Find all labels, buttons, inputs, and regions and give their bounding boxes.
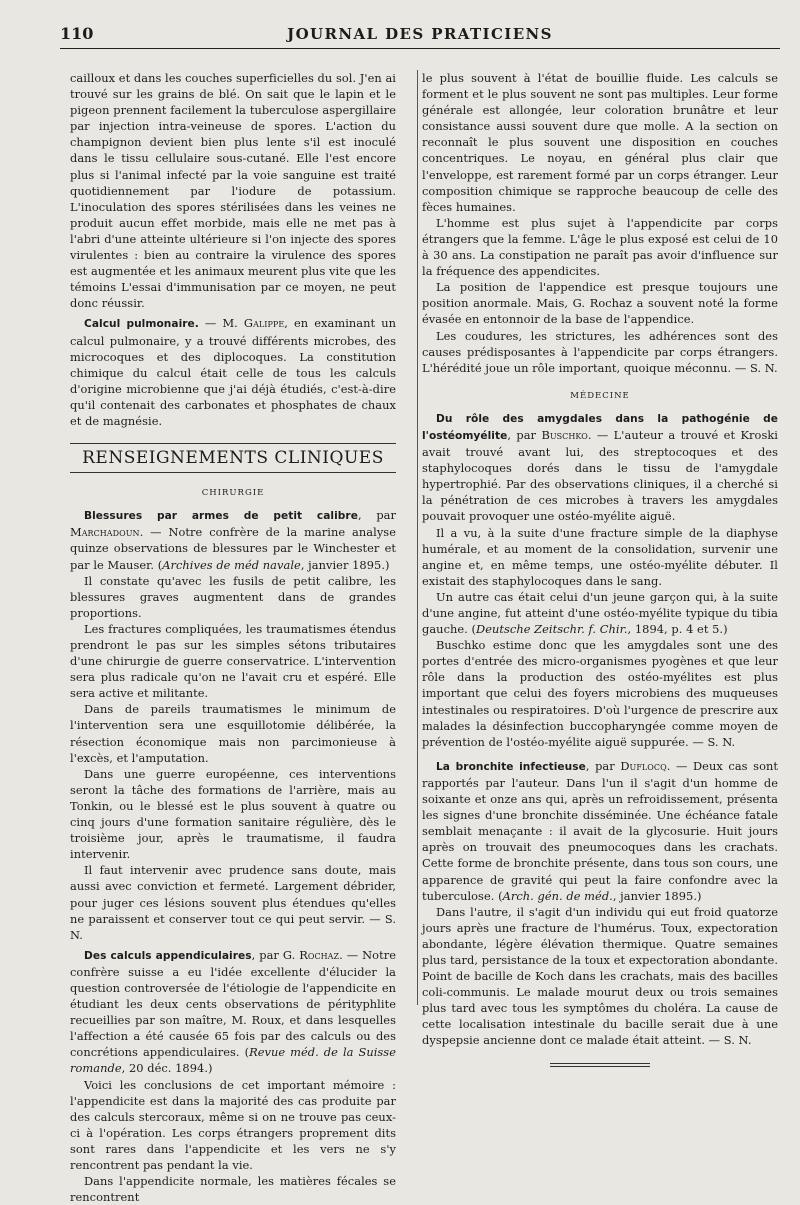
author-name: Galippe [243, 316, 285, 331]
reference: Deutsche Zeitschr. f. Chir. [476, 622, 628, 637]
paragraph: L'homme est plus sujet à l'appendicite par corps étrangers que la femme. L'âge le plus exposé est celui de 10 à 30 ans. La constipation ne paraît pas avoir d'influence sur la fréquence des appendicites. [422, 215, 778, 279]
paragraph: La position de l'appendice est presque toujours une position anormale. Mais, G. Rochaz a souvent noté la forme évasée en entonnoir de la base de l'appendice. [422, 280, 778, 327]
paragraph: le plus souvent à l'état de bouillie fluide. Les calculs se forment et le plus souvent ne sont pas multiples. Leur forme générale est allongée, leur coloration brunâtre et leur consistance aussi souvent dure que molle. A la section on reconnaît le plus souvent une disposition en couches concentriques. Le noyau, en général plus clair que l'enveloppe, est rarement formé par un corps étranger. Leur composition chimique se rapproche beaucoup de celle des fèces humaines. [422, 71, 778, 214]
calculs-appendiculaires-article: Des calculs appendiculaires, par G. Rochaz. — Notre confrère suisse a eu l'idée excellente d'élucider la question controversée de l'étiologie de l'appendicite en étudiant les deux cents observations de pérityphlite recueillies par son maître, M. Roux, et dans lesquelles l'affection a été causée 65 fois par des calculs ou des concrétions appendiculaires. (Revue méd. de la Suisse romande, 20 déc. 1894.) [70, 947, 396, 1076]
article-title: Du rôle des amygdales dans la pathogénie de l'ostéomyélite [422, 412, 778, 442]
paragraph: Dans l'appendicite normale, les matières fécales se rencontrent [70, 1174, 396, 1205]
paragraph: Il constate qu'avec les fusils de petit calibre, les blessures graves augmentent dans de grandes proportions. [70, 573, 396, 620]
author-name: Buschko [541, 427, 588, 442]
journal-title: JOURNAL DES PRATICIENS [287, 25, 553, 43]
calcul-pulmonaire-article: Calcul pulmonaire. — M. Galippe, en examinant un calcul pulmonaire, y a trouvé différents microbes, des microcoques et des diplocoques. La constitution chimique du calcul était celle de tous les calculs d'origine microbienne que j'ai déjà étudiés, c'est-à-dire qu'il contenait des carbonates et phosphates de chaux et de magnésie. [70, 316, 396, 428]
paragraph: Il faut intervenir avec prudence sans doute, mais aussi avec conviction et fermeté. Largement débrider, pour juger ces lésions souvent plus étendues qu'elles ne paraissent et conserver tout ce qui peut servir. — S. N. [70, 863, 396, 942]
page-number: 110 [60, 24, 94, 43]
paragraph: Dans l'autre, il s'agit d'un individu qui eut froid quatorze jours après une fracture de l'humérus. Toux, expectoration abondante, légère élévation thermique. Quatre semaines plus tard, persistance de la toux et expectoration abondante. Point de bacille de Koch dans les crachats, mais des bacilles coli-communis. Le malade mourut deux ou trois semaines plus tard avec tous les symptômes du choléra. La cause de cette localisation intestinale du bacille serait due à une dyspepsie ancienne dont ce malade était atteint. — S. N. [422, 904, 778, 1048]
end-rule [550, 1063, 650, 1067]
amygdales-article: Du rôle des amygdales dans la pathogénie de l'ostéomyélite, par Buschko. — L'auteur a trouvé et Kroski avait trouvé avant lui, des streptocoques et des staphylocoques dorés dans le tissu de l'amygdale hypertrophié. Par des observations cliniques, il a cherché si la pénétration de ces microbes à travers les amygdales pouvait provoquer une ostéo-myélite aiguë. [422, 412, 778, 524]
paragraph: Les coudures, les strictures, les adhérences sont des causes prédisposantes à l'appendicite par corps étrangers. L'hérédité joue un rôle important, quoique méconnu. — S. N. [422, 328, 778, 375]
paragraph: Dans de pareils traumatismes le minimum de l'intervention sera une esquillotomie délibérée, la résection économique mais non parcimonieuse à l'excès, et l'amputation. [70, 702, 396, 765]
subsection-label: MÉDECINE [570, 390, 630, 401]
paragraph: Voici les conclusions de cet important mémoire : l'appendicite est dans la majorité des cas produite par des calculs stercoraux, même si on ne trouve pas ceux-ci à l'opération. Les corps étrangers proprement dits sont rares dans l'appendicite et les vers ne s'y rencontrent pas pendant la vie. [70, 1077, 396, 1172]
column-divider [417, 70, 418, 1005]
section-title: RENSEIGNEMENTS CLINIQUES [82, 448, 384, 469]
paragraph: Les fractures compliquées, les traumatismes étendus prendront le pas sur les simples sétons tributaires d'une chirurgie de guerre conservatrice. L'intervention sera plus radicale qu'on ne l'avait cru et espéré. Elle sera active et militante. [70, 621, 396, 701]
article-title: Calcul pulmonaire. [84, 318, 199, 331]
page-header [60, 22, 780, 49]
author-name: Duflocq [620, 758, 667, 773]
subsection-label: CHIRURGIE [201, 488, 265, 499]
author-name: Marchadoun [70, 525, 140, 540]
paragraph: Il a vu, à la suite d'une fracture simple de la diaphyse humérale, et au moment de la consolidation, survenir une angine et, en même temps, une ostéo-myélite débuter. Il existait des staphylocoques dans le sang. [422, 525, 778, 588]
article-title: Blessures par armes de petit calibre [84, 510, 358, 523]
reference: Archives de méd navale [162, 557, 301, 572]
right-column [422, 70, 778, 1067]
paragraph: Buschko estime donc que les amygdales sont une des portes d'entrée des micro-organismes pyogènes et que leur rôle dans la production des ostéo-myélites est plus important que celui des foyers microbiens des muqueuses intestinales ou respiratoires. D'où l'urgence de prescrire aux malades la désinfection buccopharyngée comme moyen de prévention de l'ostéo-myélite aiguë suppurée. — S. N. [422, 638, 778, 749]
blessures-article: Blessures par armes de petit calibre, par Marchadoun. — Notre confrère de la marine analyse quinze observations de blessures par le Winchester et par le Mauser. (Archives de méd navale, janvier 1895.) [70, 508, 396, 572]
article-title: La bronchite infectieuse [436, 760, 586, 773]
author-name: Rochaz [299, 947, 340, 962]
bronchite-article: La bronchite infectieuse, par Duflocq. — Deux cas sont rapportés par l'auteur. Dans l'un il s'agit d'un homme de soixante et onze ans qui, après un refroidissement, présenta les signes d'une bronchite disséminée. Une échéance fatale semblait menaçante : il avait de la glycosurie. Huit jours après on trouvait des pneumocoques dans les crachats. Cette forme de bronchite présente, dans tous son cours, une apparence de gravité qui peut la faire confondre avec la tuberculose. (Arch. gén. de méd., janvier 1895.) [422, 758, 778, 903]
section-frame [70, 443, 396, 473]
paragraph: Dans une guerre européenne, ces interventions seront la tâche des formations de l'arrière, mais au Tonkin, ou le blessé est le plus souvent à quatre ou cinq jours d'une formation sanitaire régulière, dès le troisième jour, après le traumatisme, il faudra intervenir. [70, 766, 396, 862]
paragraph: cailloux et dans les couches superficielles du sol. J'en ai trouvé sur les grains de blé. On sait que le lapin et le pigeon prennent facilement la tuberculose aspergillaire par injection intra-veineuse de spores. L'action du champignon devient bien plus lente s'il est inoculé dans le tissu cellulaire sous-cutané. Elle l'est encore plus si l'animal infecté par la voie sanguine est traité quotidiennement par l'iodure de potassium. L'inoculation des spores stérilisées dans les veines ne produit aucun effet morbide, mais elle ne met pas à l'abri d'une atteinte ultérieure si l'on injecte des spores virulentes : bien au contraire la virulence des spores est augmentée et les animaux meurent plus vite que les témoins L'essai d'immunisation par ce moyen, ne peut donc réussir. [70, 71, 396, 311]
left-column [70, 70, 396, 1205]
paragraph: Un autre cas était celui d'un jeune garçon qui, à la suite d'une angine, fut atteint d'une ostéo-myélite typique du tibia gauche. (Deutsche Zeitschr. f. Chir., 1894, p. 4 et 5.) [422, 589, 778, 637]
reference: Revue méd. de la Suisse romande [70, 1045, 396, 1076]
reference: Arch. gén. de méd. [502, 888, 613, 903]
article-title: Des calculs appendiculaires [84, 949, 252, 962]
